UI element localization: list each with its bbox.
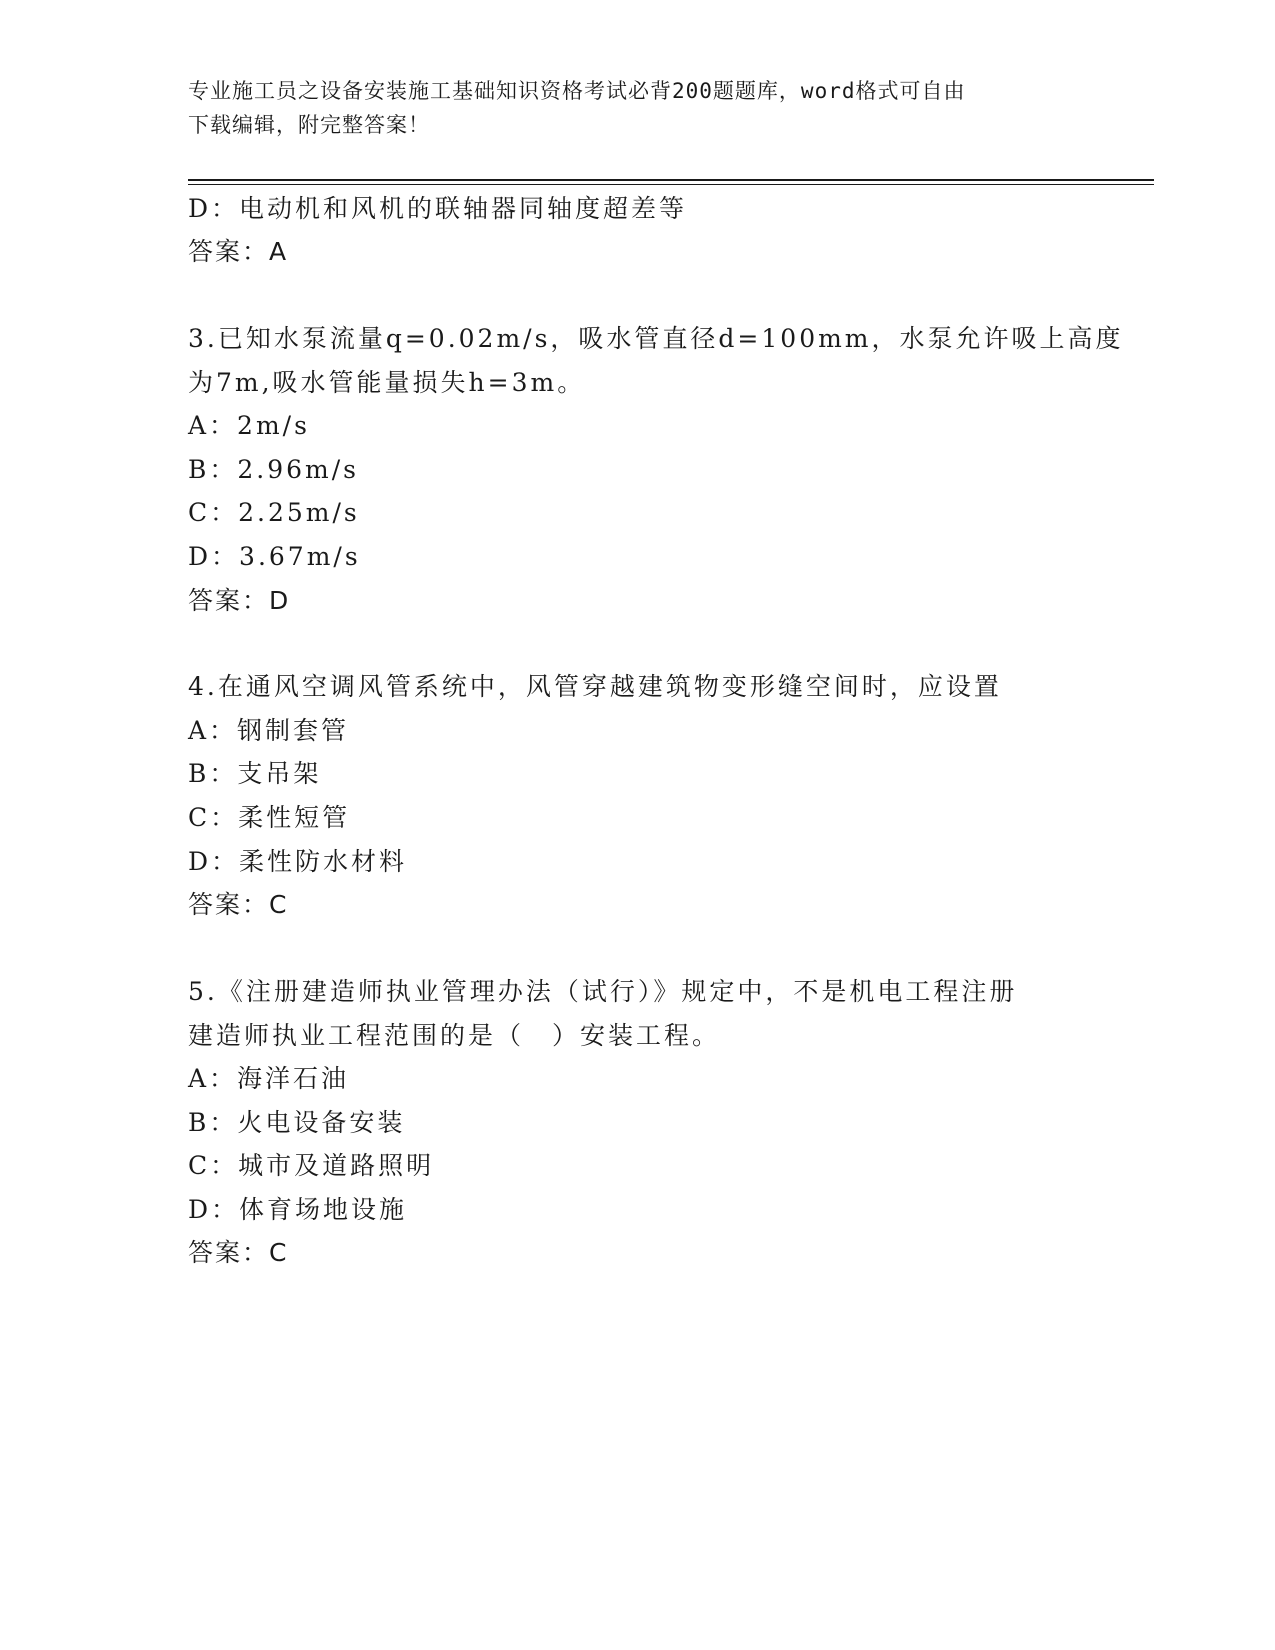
q4-stem-line-1: 4.在通风空调风管系统中，风管穿越建筑物变形缝空间时，应设置 [188, 672, 1002, 701]
q5-option-d: D：体育场地设施 [188, 1195, 408, 1224]
q4-answer: 答案：C [188, 890, 289, 919]
document-header [188, 74, 1068, 142]
q5-option-c: C：城市及道路照明 [188, 1151, 435, 1180]
prev-question-answer: 答案：A [188, 237, 289, 266]
q3-answer: 答案：D [188, 586, 291, 615]
q5-stem-line-2: 建造师执业工程范围的是（ ）安装工程。 [188, 1021, 721, 1050]
q3-option-a: A：2m/s [188, 411, 310, 440]
q4-option-b: B：支吊架 [188, 759, 322, 788]
q3-option-c: C：2.25m/s [188, 498, 360, 527]
header-title-line-1: 专业施工员之设备安装施工基础知识资格考试必背200题题库，word格式可自由 [188, 79, 966, 103]
q3-stem-line-2: 为7m,吸水管能量损失h=3m。 [188, 368, 586, 397]
q4-option-c: C：柔性短管 [188, 803, 351, 832]
q4-option-d: D：柔性防水材料 [188, 847, 408, 876]
q3-stem-line-1: 3.已知水泵流量q=0.02m/s，吸水管直径d=100mm，水泵允许吸上高度 [188, 324, 1124, 353]
prev-question-option-d: D：电动机和风机的联轴器同轴度超差等 [188, 194, 688, 223]
q3-option-b: B：2.96m/s [188, 455, 359, 484]
q5-stem-line-1: 5.《注册建造师执业管理办法（试行）》规定中，不是机电工程注册 [188, 977, 1018, 1006]
q5-option-b: B：火电设备安装 [188, 1108, 406, 1137]
q4-option-a: A：钢制套管 [188, 716, 350, 745]
header-title-line-2: 下载编辑，附完整答案！ [188, 113, 430, 137]
q5-answer: 答案：C [188, 1238, 289, 1267]
q3-option-d: D：3.67m/s [188, 542, 361, 571]
header-divider [188, 179, 1154, 185]
q5-option-a: A：海洋石油 [188, 1064, 350, 1093]
